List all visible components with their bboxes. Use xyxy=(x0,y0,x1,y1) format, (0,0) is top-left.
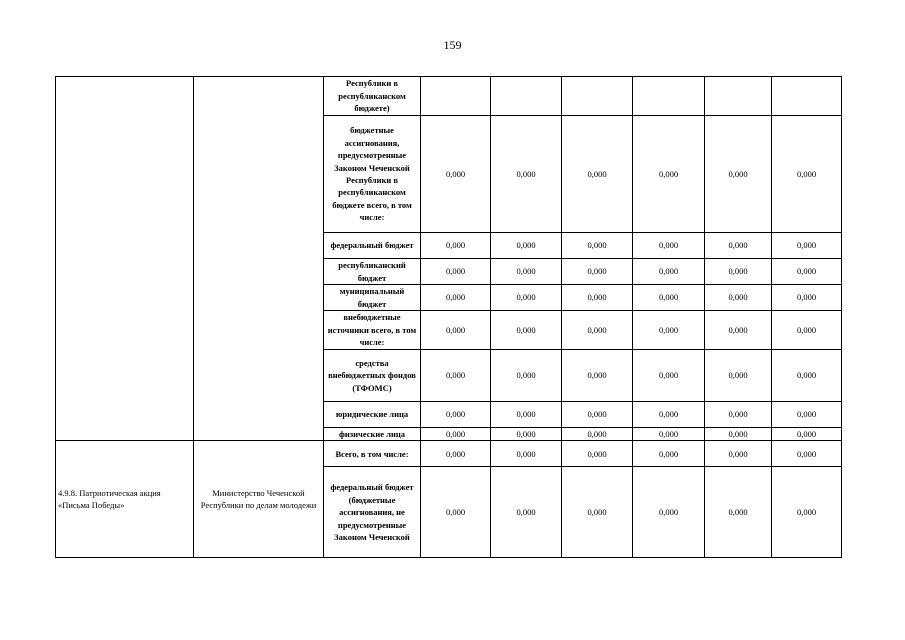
amount-cell: 0,000 xyxy=(562,428,633,441)
amount-cell: 0,000 xyxy=(705,259,772,285)
amount-cell: 0,000 xyxy=(562,233,633,259)
funding-source-cell: Республики в республиканском бюджете) xyxy=(324,77,421,116)
amount-cell: 0,000 xyxy=(705,311,772,350)
amount-cell: 0,000 xyxy=(421,428,491,441)
amount-cell: 0,000 xyxy=(491,350,562,402)
amount-cell: 0,000 xyxy=(633,428,705,441)
amount-cell: 0,000 xyxy=(562,441,633,467)
amount-cell: 0,000 xyxy=(705,467,772,558)
amount-cell: 0,000 xyxy=(562,116,633,233)
executor-cell xyxy=(194,77,324,441)
amount-cell: 0,000 xyxy=(772,350,842,402)
event-name-cell: 4.9.8. Патриотическая акция «Письма Победы» xyxy=(56,441,194,558)
amount-cell: 0,000 xyxy=(633,467,705,558)
funding-source-cell: бюджетные ассигнования, предусмотренные Законом Чеченской Республики в республиканском бюджете всего, в том числе: xyxy=(324,116,421,233)
amount-cell: 0,000 xyxy=(772,233,842,259)
funding-source-cell: внебюджетные источники всего, в том числе: xyxy=(324,311,421,350)
amount-cell: 0,000 xyxy=(633,259,705,285)
amount-cell: 0,000 xyxy=(562,467,633,558)
amount-cell xyxy=(491,77,562,116)
amount-cell: 0,000 xyxy=(633,402,705,428)
funding-source-cell: юридические лица xyxy=(324,402,421,428)
amount-cell: 0,000 xyxy=(772,311,842,350)
amount-cell: 0,000 xyxy=(491,311,562,350)
amount-cell: 0,000 xyxy=(633,441,705,467)
amount-cell: 0,000 xyxy=(705,285,772,311)
amount-cell: 0,000 xyxy=(491,233,562,259)
amount-cell: 0,000 xyxy=(491,402,562,428)
funding-source-cell: средства внебюджетных фондов (ТФОМС) xyxy=(324,350,421,402)
table-row xyxy=(56,441,842,467)
amount-cell: 0,000 xyxy=(772,467,842,558)
amount-cell: 0,000 xyxy=(705,428,772,441)
amount-cell xyxy=(772,77,842,116)
amount-cell: 0,000 xyxy=(705,441,772,467)
funding-source-cell: федеральный бюджет (бюджетные ассигнования, не предусмотренные Законом Чеченской xyxy=(324,467,421,558)
amount-cell: 0,000 xyxy=(421,350,491,402)
amount-cell: 0,000 xyxy=(491,428,562,441)
funding-source-cell: муниципальный бюджет xyxy=(324,285,421,311)
amount-cell: 0,000 xyxy=(772,441,842,467)
amount-cell: 0,000 xyxy=(705,116,772,233)
amount-cell: 0,000 xyxy=(421,116,491,233)
amount-cell: 0,000 xyxy=(562,259,633,285)
amount-cell: 0,000 xyxy=(562,311,633,350)
funding-source-cell: физические лица xyxy=(324,428,421,441)
amount-cell xyxy=(562,77,633,116)
amount-cell: 0,000 xyxy=(705,402,772,428)
table-row xyxy=(56,77,842,116)
amount-cell xyxy=(705,77,772,116)
amount-cell: 0,000 xyxy=(562,285,633,311)
amount-cell: 0,000 xyxy=(772,402,842,428)
amount-cell: 0,000 xyxy=(491,441,562,467)
amount-cell: 0,000 xyxy=(772,259,842,285)
amount-cell: 0,000 xyxy=(562,350,633,402)
amount-cell: 0,000 xyxy=(491,116,562,233)
amount-cell xyxy=(421,77,491,116)
funding-source-cell: Всего, в том числе: xyxy=(324,441,421,467)
event-name-cell xyxy=(56,77,194,441)
amount-cell: 0,000 xyxy=(705,350,772,402)
amount-cell: 0,000 xyxy=(562,402,633,428)
amount-cell: 0,000 xyxy=(772,285,842,311)
amount-cell: 0,000 xyxy=(421,311,491,350)
amount-cell: 0,000 xyxy=(772,116,842,233)
amount-cell: 0,000 xyxy=(633,311,705,350)
executor-cell: Министерство Чеченской Республики по делам молодежи xyxy=(194,441,324,558)
amount-cell: 0,000 xyxy=(421,233,491,259)
amount-cell: 0,000 xyxy=(633,116,705,233)
amount-cell: 0,000 xyxy=(633,350,705,402)
page-number: 159 xyxy=(443,38,462,52)
amount-cell: 0,000 xyxy=(633,233,705,259)
amount-cell: 0,000 xyxy=(421,259,491,285)
funding-source-cell: республиканский бюджет xyxy=(324,259,421,285)
amount-cell: 0,000 xyxy=(421,441,491,467)
amount-cell: 0,000 xyxy=(421,402,491,428)
amount-cell: 0,000 xyxy=(772,428,842,441)
amount-cell: 0,000 xyxy=(421,467,491,558)
amount-cell: 0,000 xyxy=(491,259,562,285)
amount-cell: 0,000 xyxy=(491,285,562,311)
amount-cell: 0,000 xyxy=(421,285,491,311)
amount-cell: 0,000 xyxy=(633,285,705,311)
budget-table xyxy=(55,76,842,558)
funding-source-cell: федеральный бюджет xyxy=(324,233,421,259)
amount-cell: 0,000 xyxy=(705,233,772,259)
amount-cell xyxy=(633,77,705,116)
amount-cell: 0,000 xyxy=(491,467,562,558)
